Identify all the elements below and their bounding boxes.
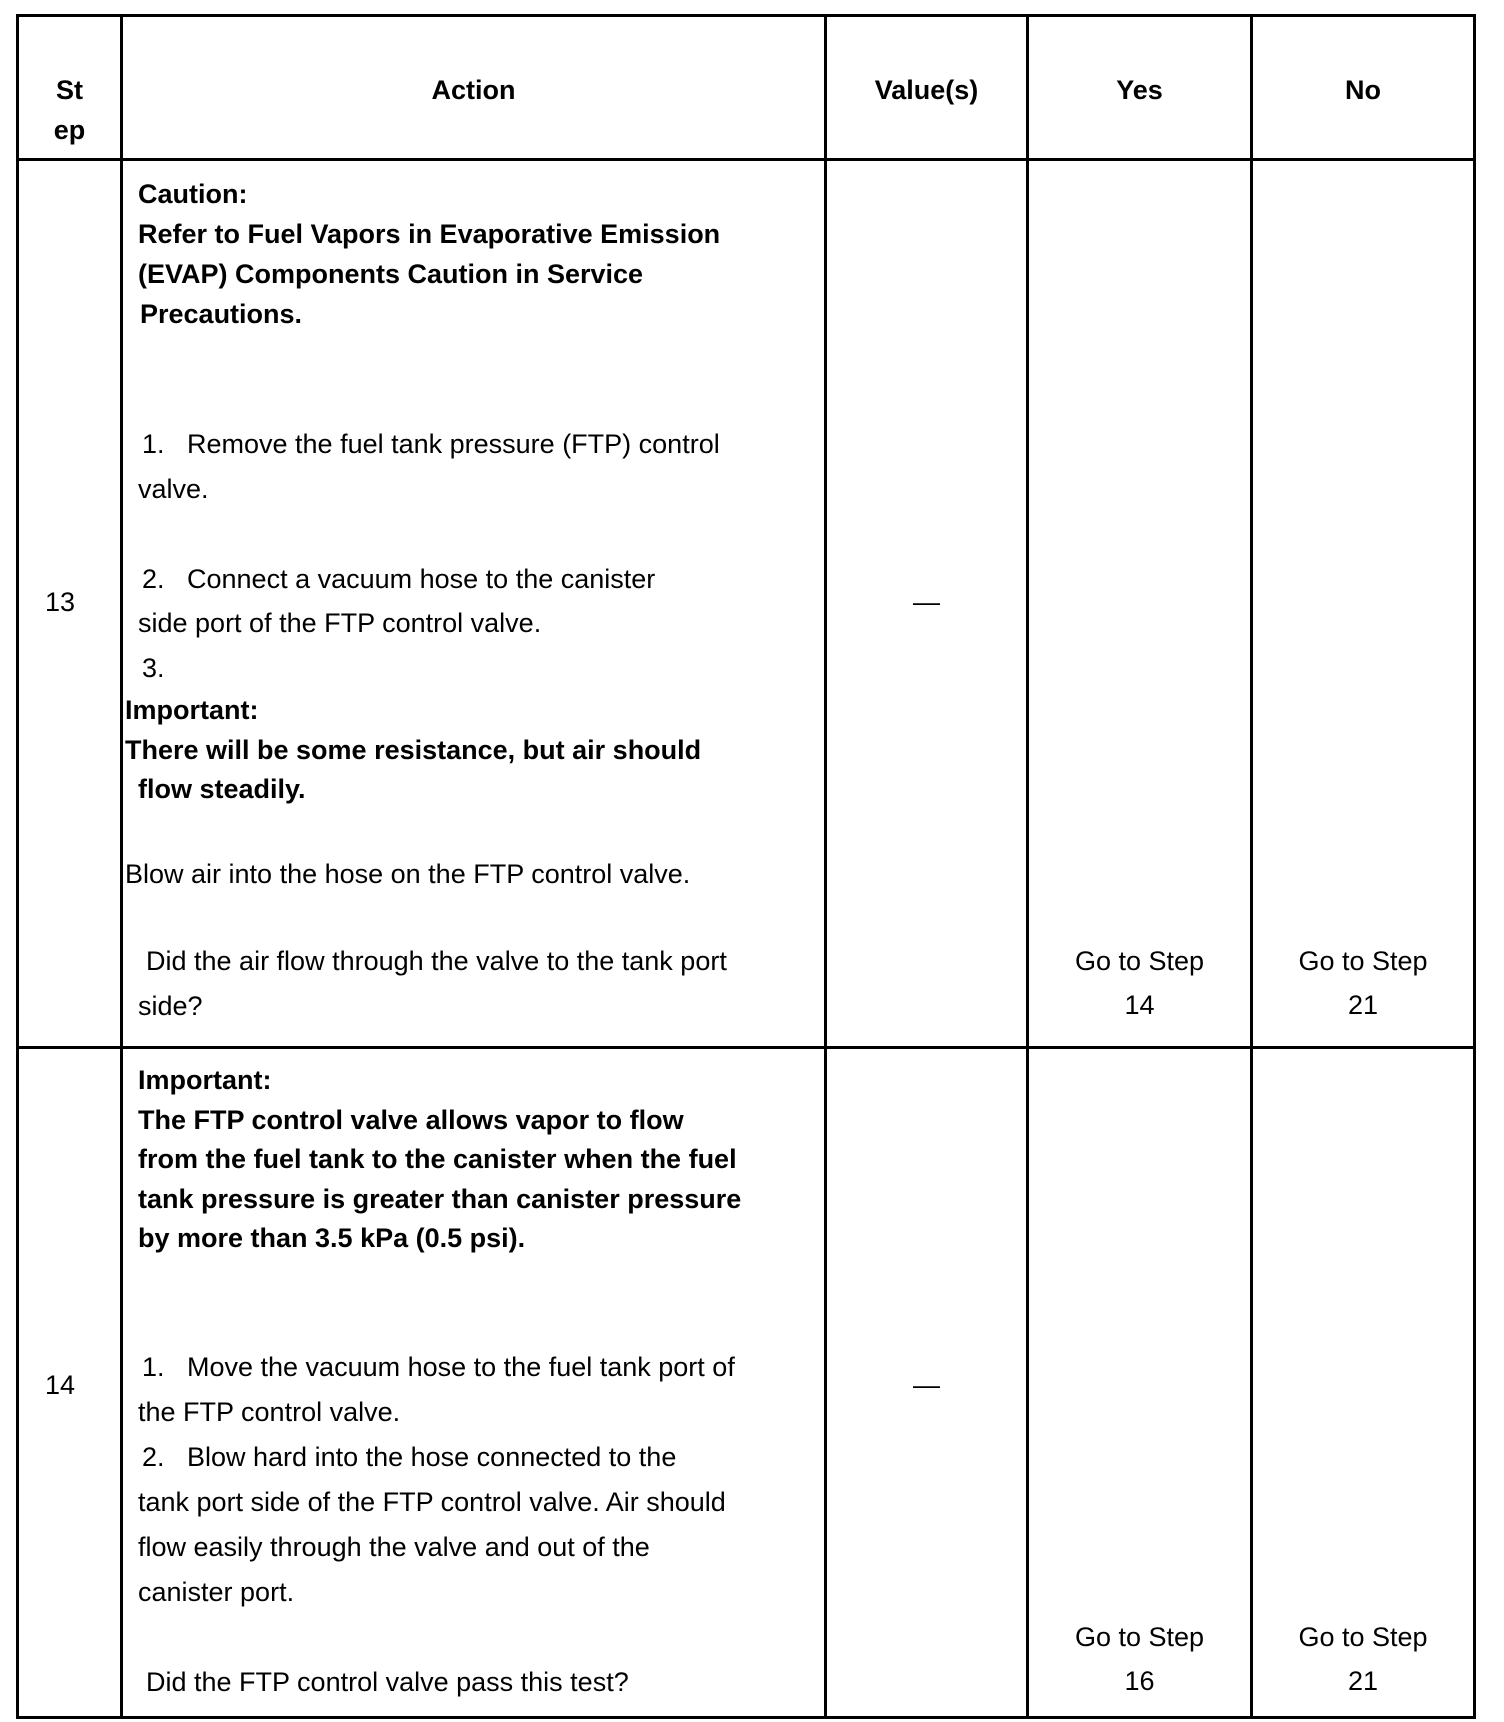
value-cell: —: [913, 1370, 940, 1400]
header-step-line2: ep: [53, 115, 86, 145]
step-number: 13: [45, 587, 76, 617]
header-step-line1: St: [56, 75, 83, 105]
col-divider-action: [824, 14, 827, 1719]
list-item-text: tank port side of the FTP control valve. Air should: [138, 1487, 726, 1517]
list-item-text: side port of the FTP control valve.: [138, 608, 542, 638]
col-divider-step: [120, 14, 123, 1719]
no-step: 21: [1347, 1666, 1379, 1696]
header-no: No: [1345, 75, 1381, 105]
list-item-text: valve.: [138, 474, 209, 504]
yes-cell: [1029, 1615, 1250, 1703]
important-text: flow steadily.: [138, 774, 306, 804]
instruction-text: Blow air into the hose on the FTP control valve.: [125, 859, 691, 889]
table-border-bottom: [16, 1716, 1476, 1719]
list-item-text: Blow hard into the hose connected to the: [187, 1442, 677, 1472]
no-step: 21: [1347, 990, 1379, 1020]
col-divider-values: [1026, 14, 1029, 1719]
list-item-number: 1.: [142, 1352, 165, 1382]
important-text: tank pressure is greater than canister pressure: [138, 1184, 742, 1214]
caution-text: (EVAP) Components Caution in Service: [138, 259, 644, 289]
list-item-number: 2.: [142, 564, 165, 594]
table-border-left: [16, 14, 19, 1719]
list-item-text: the FTP control valve.: [138, 1397, 401, 1427]
no-text: Go to Step: [1298, 1622, 1428, 1652]
table-border-right: [1473, 14, 1476, 1719]
no-cell: [1253, 1615, 1473, 1703]
important-label: Important:: [125, 695, 259, 725]
list-item-text: Remove the fuel tank pressure (FTP) control: [187, 429, 720, 459]
yes-step: 14: [1124, 990, 1155, 1020]
no-text: Go to Step: [1298, 946, 1428, 976]
caution-text: Refer to Fuel Vapors in Evaporative Emission: [138, 219, 721, 249]
col-divider-yes: [1250, 14, 1253, 1719]
header-divider: [16, 158, 1476, 161]
list-item-text: Connect a vacuum hose to the canister: [187, 564, 656, 594]
caution-text: Precautions.: [140, 299, 303, 329]
question-text: Did the air flow through the valve to the tank port: [146, 946, 727, 976]
caution-label: Caution:: [138, 179, 248, 209]
list-item-text: Move the vacuum hose to the fuel tank port of: [187, 1352, 735, 1382]
list-item-number: 2.: [142, 1442, 165, 1472]
yes-text: Go to Step: [1074, 1622, 1205, 1652]
row-divider: [16, 1046, 1476, 1049]
table-border-top: [16, 14, 1476, 17]
step-number: 14: [45, 1370, 76, 1400]
important-text: The FTP control valve allows vapor to flow: [138, 1105, 684, 1135]
list-item-number: 3.: [142, 653, 165, 683]
important-text: from the fuel tank to the canister when the fuel: [138, 1144, 737, 1174]
header-step: [19, 70, 120, 150]
question-text: side?: [138, 991, 203, 1021]
important-label: Important:: [138, 1065, 272, 1095]
list-item-text: flow easily through the valve and out of the: [138, 1532, 650, 1562]
yes-text: Go to Step: [1074, 946, 1205, 976]
header-yes: Yes: [1116, 75, 1163, 105]
header-action: Action: [431, 75, 516, 105]
value-cell: —: [913, 587, 940, 617]
list-item-text: canister port.: [138, 1577, 295, 1607]
yes-cell: [1029, 939, 1250, 1027]
no-cell: [1253, 939, 1473, 1027]
list-item-number: 1.: [142, 429, 165, 459]
important-text: There will be some resistance, but air should: [125, 735, 702, 765]
yes-step: 16: [1124, 1666, 1155, 1696]
question-text: Did the FTP control valve pass this test?: [146, 1667, 629, 1697]
important-text: by more than 3.5 kPa (0.5 psi).: [138, 1223, 526, 1253]
header-values: Value(s): [874, 75, 979, 105]
